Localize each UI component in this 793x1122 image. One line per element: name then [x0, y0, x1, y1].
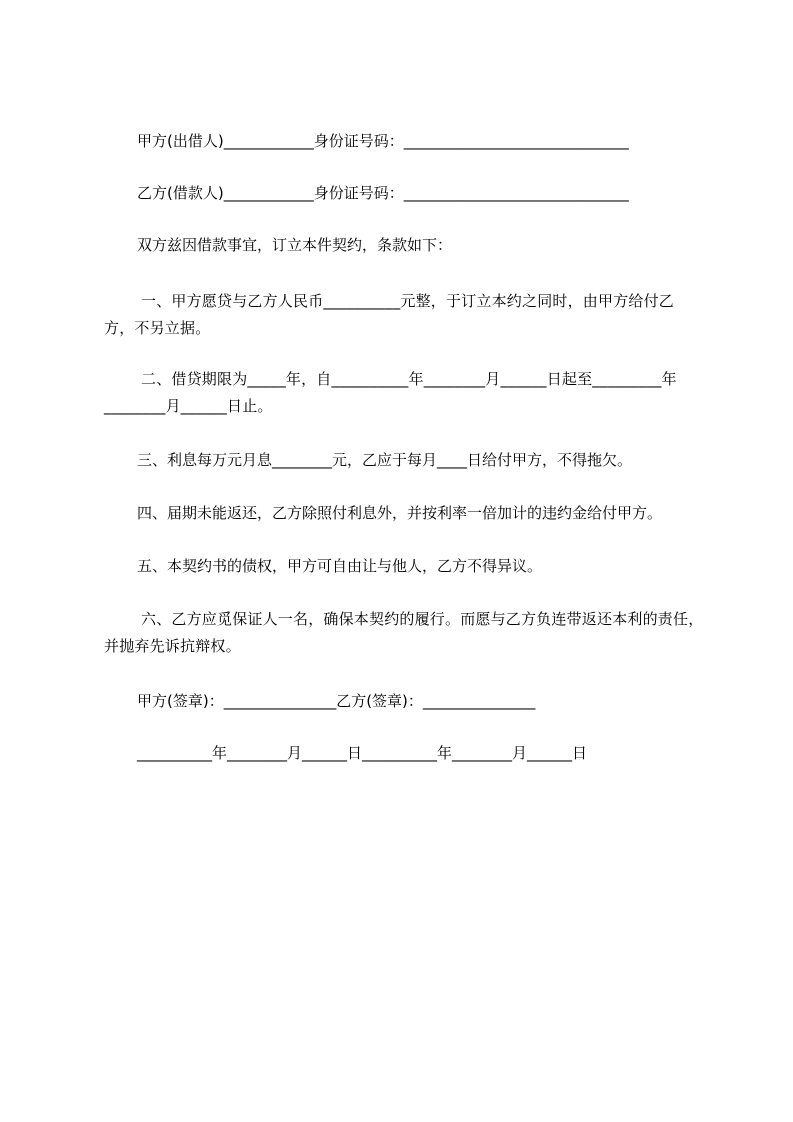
intro-text: 双方兹因借款事宜，订立本件契约，条款如下：: [137, 236, 453, 254]
clause-5: 五、本契约书的债权，甲方可自由让与他人，乙方不得异议。: [137, 557, 543, 575]
date-line: __________年________月______日__________年________月______日: [137, 744, 588, 762]
clause-3: 三、利息每万元月息________元，乙应于每月____日给付甲方，不得拖欠。: [137, 451, 633, 469]
signature-line: 甲方(签章)：_______________乙方(签章)：_______________: [137, 692, 536, 710]
clause-4: 四、届期未能返还，乙方除照付利息外，并按利率一倍加计的违约金给付甲方。: [137, 504, 663, 522]
party-b-line: 乙方(借款人)____________身份证号码：______________________________: [137, 184, 629, 202]
clause-2: 二、借贷期限为_____年，自__________年________月______日起至_________年________月______日止。: [104, 370, 677, 415]
clause-6: 六、乙方应觅保证人一名，确保本契约的履行。而愿与乙方负连带返还本利的责任，并抛弃先诉抗辩权。: [104, 610, 704, 655]
party-a-line: 甲方(出借人)____________身份证号码：______________________________: [137, 132, 629, 150]
clause-1: 一、甲方愿贷与乙方人民币__________元整，于订立本约之同时，由甲方给付乙方，不另立据。: [104, 292, 675, 337]
